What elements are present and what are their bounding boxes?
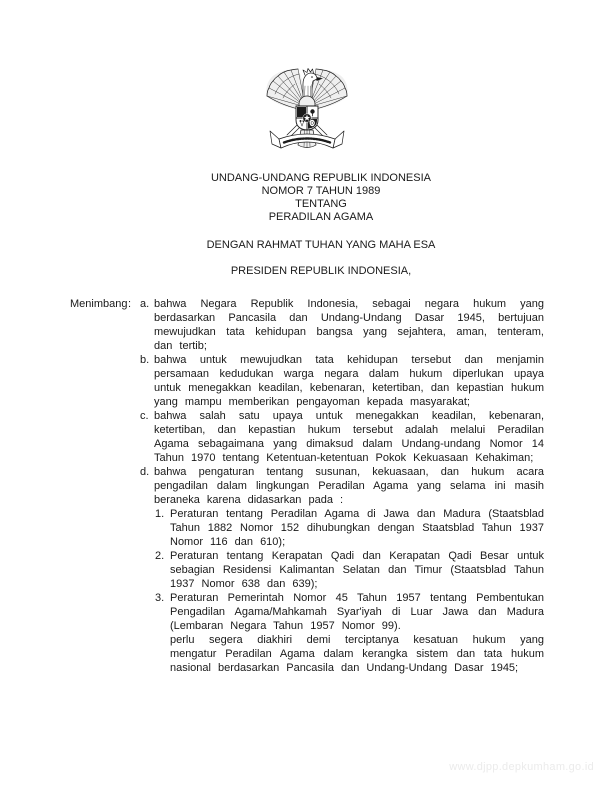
consideration-item-c bbox=[140, 409, 544, 465]
document-title-line-4: PERADILAN AGAMA bbox=[268, 211, 374, 223]
left-wing-icon bbox=[266, 69, 304, 110]
subitem-marker: 2. bbox=[155, 550, 165, 562]
document-title-line-1: UNDANG-UNDANG REPUBLIK INDONESIA bbox=[210, 172, 432, 184]
authority-line: PRESIDEN REPUBLIK INDONESIA, bbox=[230, 265, 412, 277]
item-marker: b. bbox=[140, 354, 150, 366]
item-text: bahwa salah satu upaya untuk menegakkan keadilan, kebenaran, ketertiban, dan kepastian hukum tersebut adalah melalui Peradilan Agama sebagaimana yang dimaksud dalam Undang-undang Nomor 14 Tahun 1970 tentang Ketentuan-ketentuan Pokok Kekuasaan Kehakiman; bbox=[154, 410, 544, 464]
pancasila-shield-icon bbox=[296, 106, 318, 130]
document-title-line-2: NOMOR 7 TAHUN 1989 bbox=[261, 185, 381, 197]
subitem-marker: 3. bbox=[155, 592, 165, 604]
item-marker: c. bbox=[140, 410, 149, 422]
garuda-pancasila-emblem bbox=[263, 68, 351, 156]
item-content bbox=[154, 465, 544, 675]
considerations-section bbox=[70, 297, 544, 675]
consideration-item-b bbox=[140, 353, 544, 409]
item-text: bahwa pengaturan tentang susunan, kekuasaan, dan hukum acara pengadilan dalam lingkungan Peradilan Agama yang selama ini masih beraneka karena didasarkan pada : bbox=[154, 466, 544, 506]
considerations-list bbox=[140, 297, 544, 675]
item-text: bahwa Negara Republik Indonesia, sebagai negara hukum yang berdasarkan Pancasila dan Undang-Undang Dasar 1945, bertujuan mewujudkan tata kehidupan bangsa yang sejahtera, aman, tenteram, dan tertib; bbox=[154, 298, 544, 352]
consideration-subitem-2 bbox=[155, 549, 544, 591]
document-header bbox=[70, 172, 572, 224]
subitem-marker: 1. bbox=[155, 508, 165, 520]
considerations-colon: : bbox=[128, 298, 132, 310]
item-marker: a. bbox=[140, 298, 150, 310]
subitem-text: Peraturan tentang Peradilan Agama di Jawa dan Madura (Staatsblad Tahun 1882 Nomor 152 dihubungkan dengan Staatsblad Tahun 1937 Nomor 116 dan 610); bbox=[170, 508, 544, 548]
subitem-text: Peraturan tentang Kerapatan Qadi dan Kerapatan Qadi Besar untuk sebagian Residensi Kalimantan Selatan dan Timur (Staatsblad Tahun 1937 Nomor 638 dan 639); bbox=[170, 550, 544, 590]
consideration-item-a bbox=[140, 297, 544, 353]
item-marker: d. bbox=[140, 466, 150, 478]
invocation-line: DENGAN RAHMAT TUHAN YANG MAHA ESA bbox=[206, 239, 436, 251]
consideration-subitem-3 bbox=[155, 591, 544, 633]
considerations-label: Menimbang bbox=[70, 298, 128, 310]
consideration-subitem-1 bbox=[155, 507, 544, 549]
watermark-url: www.djpp.depkumham.go.id bbox=[449, 761, 594, 773]
consideration-closing-text: perlu segera diakhiri demi terciptanya kesatuan hukum yang mengatur Peradilan Agama dalam kerangka sistem dan tata hukum nasional berdasarkan Pancasila dan Undang-Undang Dasar 1945; bbox=[170, 634, 544, 674]
item-text: bahwa untuk mewujudkan tata kehidupan tersebut dan menjamin persamaan kedudukan warga negara dalam hukum diperlukan upaya untuk menegakkan keadilan, kebenaran, ketertiban, dan kepastian hukum yang mampu memberikan pengayoman kepada masyarakat; bbox=[154, 354, 544, 408]
consideration-item-d bbox=[140, 465, 544, 675]
subitem-text: Peraturan Pemerintah Nomor 45 Tahun 1957 tentang Pembentukan Pengadilan Agama/Mahkamah Syar'iyah di Luar Jawa dan Madura (Lembaran Negara Tahun 1957 Nomor 99). bbox=[170, 592, 544, 632]
document-title-line-3: TENTANG bbox=[295, 198, 347, 210]
